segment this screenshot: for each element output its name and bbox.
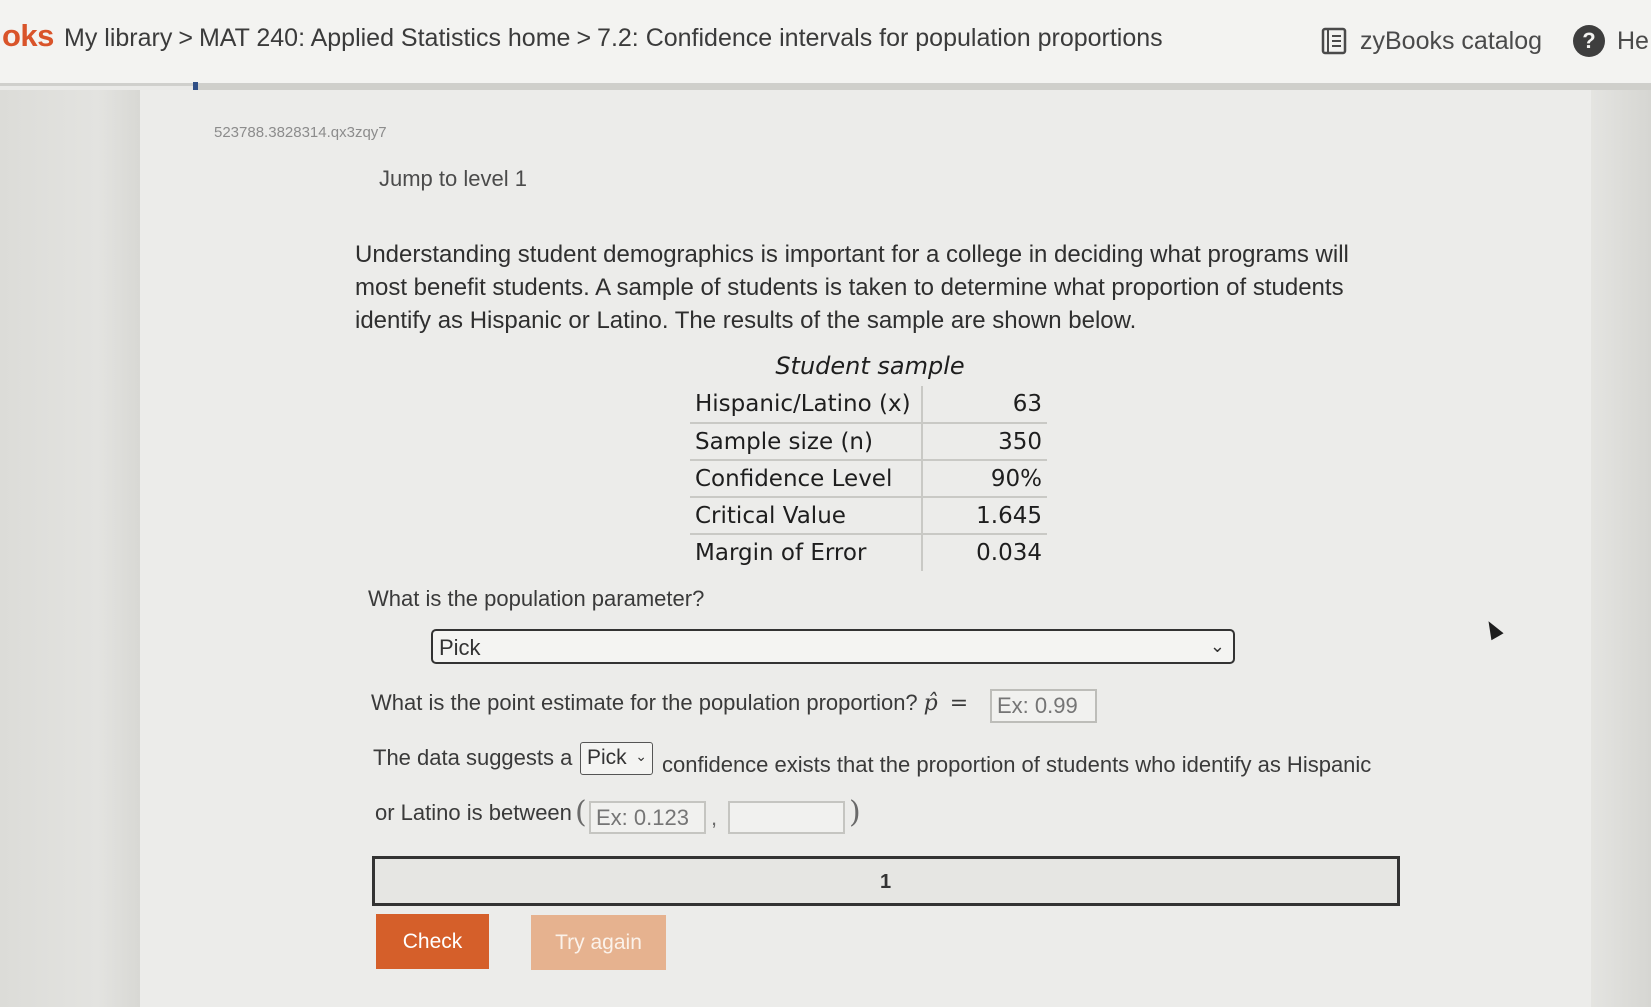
lower-bound-input[interactable] xyxy=(589,801,706,834)
row-label: Margin of Error xyxy=(690,534,922,571)
table-row xyxy=(690,534,1047,571)
point-estimate-text: What is the point estimate for the population proportion? xyxy=(371,690,918,715)
table-row xyxy=(690,497,1047,534)
upper-bound-input[interactable] xyxy=(728,801,845,834)
table-caption: Student sample xyxy=(775,352,965,380)
open-paren: ( xyxy=(575,795,587,830)
equals-sign: = xyxy=(949,691,969,716)
left-margin xyxy=(0,90,140,1007)
comma: , xyxy=(711,805,718,830)
breadcrumb xyxy=(64,24,1163,53)
row-value: 1.645 xyxy=(976,502,1042,529)
row-label: Critical Value xyxy=(690,497,922,534)
confidence-select-value: Pick xyxy=(587,746,627,769)
row-label: Sample size (n) xyxy=(690,423,922,460)
question-parameter: What is the population parameter? xyxy=(368,586,705,611)
chevron-down-icon: ⌄ xyxy=(635,748,647,764)
top-bar xyxy=(0,0,1651,86)
row-value: 350 xyxy=(998,428,1042,455)
breadcrumb-course-home[interactable]: MAT 240: Applied Statistics home xyxy=(198,24,571,52)
help-link[interactable] xyxy=(1573,25,1649,57)
table-row xyxy=(690,423,1047,460)
level-progress-bar xyxy=(372,856,1400,906)
check-button[interactable]: Check xyxy=(376,914,489,969)
breadcrumb-my-library[interactable]: My library xyxy=(64,24,173,52)
help-label: He xyxy=(1617,26,1649,55)
right-margin xyxy=(1591,90,1651,1007)
breadcrumb-separator: > xyxy=(576,24,592,52)
jump-to-level[interactable]: Jump to level 1 xyxy=(379,166,527,191)
catalog-book-icon xyxy=(1320,26,1350,56)
try-again-button[interactable]: Try again xyxy=(531,915,666,970)
question-prompt: Understanding student demographics is important for a college in deciding what programs will most benefit students. A sample of students is taken to determine what proportion of students identify as Hispanic or Latino. The results of the sample are shown below. xyxy=(355,241,1349,334)
student-sample-table xyxy=(690,386,1047,571)
suggests-text-post: confidence exists that the proportion of students who identify as Hispanic xyxy=(662,752,1372,777)
confidence-select[interactable] xyxy=(580,742,653,775)
question-point-estimate xyxy=(371,690,980,716)
row-label: Hispanic/Latino (x) xyxy=(690,386,922,423)
parameter-select[interactable] xyxy=(431,629,1235,664)
brand-logo[interactable]: oks xyxy=(2,18,54,53)
row-value: 90% xyxy=(990,465,1042,492)
between-text: or Latino is between xyxy=(375,800,572,825)
phat-symbol: p̂ xyxy=(923,691,938,716)
help-icon: ? xyxy=(1573,25,1605,57)
level-number: 1 xyxy=(880,871,892,893)
catalog-label: zyBooks catalog xyxy=(1360,26,1543,55)
row-value: 0.034 xyxy=(976,540,1042,566)
table-row xyxy=(690,386,1047,423)
breadcrumb-separator: > xyxy=(178,24,193,52)
catalog-link[interactable] xyxy=(1320,26,1542,56)
table-row xyxy=(690,460,1047,497)
row-value: 63 xyxy=(1012,391,1042,417)
close-paren: ) xyxy=(849,795,861,830)
point-estimate-input[interactable] xyxy=(990,689,1097,723)
suggests-text-pre: The data suggests a xyxy=(373,745,573,770)
question-id: 523788.3828314.qx3zqy7 xyxy=(214,124,387,141)
chevron-down-icon: ⌄ xyxy=(1209,636,1225,656)
row-label: Confidence Level xyxy=(690,460,922,497)
parameter-select-value: Pick xyxy=(439,635,481,660)
breadcrumb-section: 7.2: Confidence intervals for population proportions xyxy=(597,24,1163,52)
